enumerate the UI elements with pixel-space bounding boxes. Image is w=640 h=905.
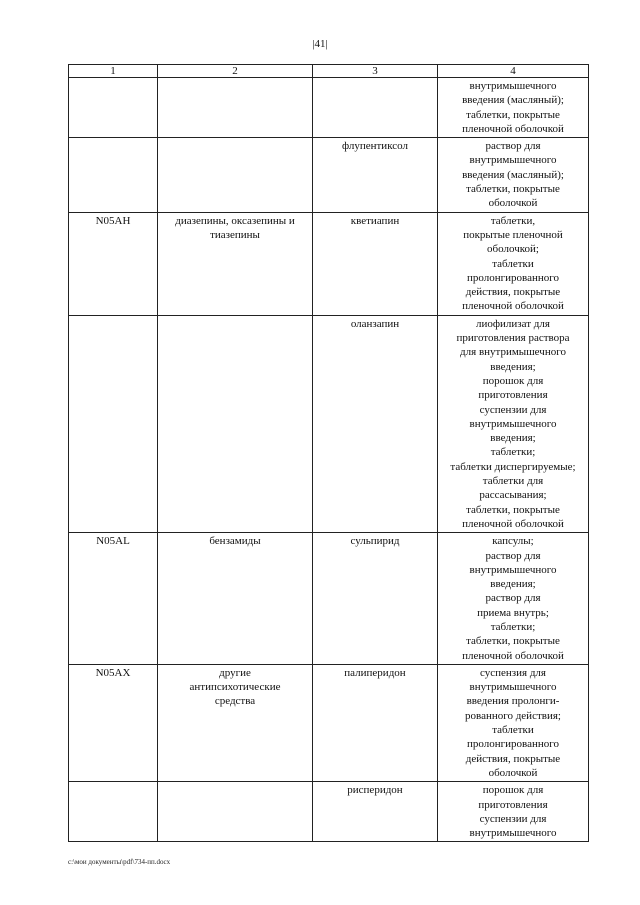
dosage-forms-cell: порошок для приготовления суспензии для внутримышечного (438, 782, 589, 842)
table-row (69, 664, 589, 781)
table-row (69, 78, 589, 138)
drug-name-cell: оланзапин (313, 315, 438, 532)
group-name-cell (158, 78, 313, 138)
atc-code-cell: N05AH (69, 212, 158, 315)
group-name-cell: бензамиды (158, 533, 313, 665)
atc-code-cell: N05AX (69, 664, 158, 781)
drug-name-cell: рисперидон (313, 782, 438, 842)
table-row (69, 782, 589, 842)
group-name-cell: другие антипсихотические средства (158, 664, 313, 781)
dosage-forms-cell: таблетки, покрытые пленочной оболочкой; таблетки пролонгированного действия, покрытые пленочной оболочкой (438, 212, 589, 315)
table-row (69, 533, 589, 665)
column-header-4: 4 (438, 65, 589, 78)
column-header-2: 2 (158, 65, 313, 78)
atc-code-cell (69, 78, 158, 138)
table-row (69, 138, 589, 212)
table-header-row (69, 65, 589, 78)
atc-code-cell (69, 138, 158, 212)
table-row (69, 212, 589, 315)
file-path-footer: c:\мои документы\pdf\734-пп.docx (68, 858, 171, 866)
drug-name-cell: флупентиксол (313, 138, 438, 212)
atc-code-cell: N05AL (69, 533, 158, 665)
group-name-cell (158, 315, 313, 532)
page-number: |41| (312, 38, 328, 50)
atc-code-cell (69, 315, 158, 532)
column-header-3: 3 (313, 65, 438, 78)
drug-name-cell: кветиапин (313, 212, 438, 315)
group-name-cell (158, 782, 313, 842)
table-row (69, 315, 589, 532)
drug-name-cell: палиперидон (313, 664, 438, 781)
dosage-forms-cell: капсулы; раствор для внутримышечного введения; раствор для приема внутрь; таблетки; таблетки, покрытые пленочной оболочкой (438, 533, 589, 665)
group-name-cell (158, 138, 313, 212)
drug-name-cell (313, 78, 438, 138)
dosage-forms-cell: суспензия для внутримышечного введения пролонги- рованного действия; таблетки пролонгированного действия, покрытые оболочкой (438, 664, 589, 781)
dosage-forms-cell: внутримышечного введения (масляный); таблетки, покрытые пленочной оболочкой (438, 78, 589, 138)
dosage-forms-cell: лиофилизат для приготовления раствора для внутримышечного введения; порошок для приготовления суспензии для внутримышечного введения; таблетки; таблетки диспергируемые; таблетки для рассасывания; таблетки, покрытые пленочной оболочкой (438, 315, 589, 532)
drug-name-cell: сульпирид (313, 533, 438, 665)
column-header-1: 1 (69, 65, 158, 78)
drug-table (68, 64, 589, 842)
dosage-forms-cell: раствор для внутримышечного введения (масляный); таблетки, покрытые оболочкой (438, 138, 589, 212)
group-name-cell: диазепины, оксазепины и тиазепины (158, 212, 313, 315)
atc-code-cell (69, 782, 158, 842)
